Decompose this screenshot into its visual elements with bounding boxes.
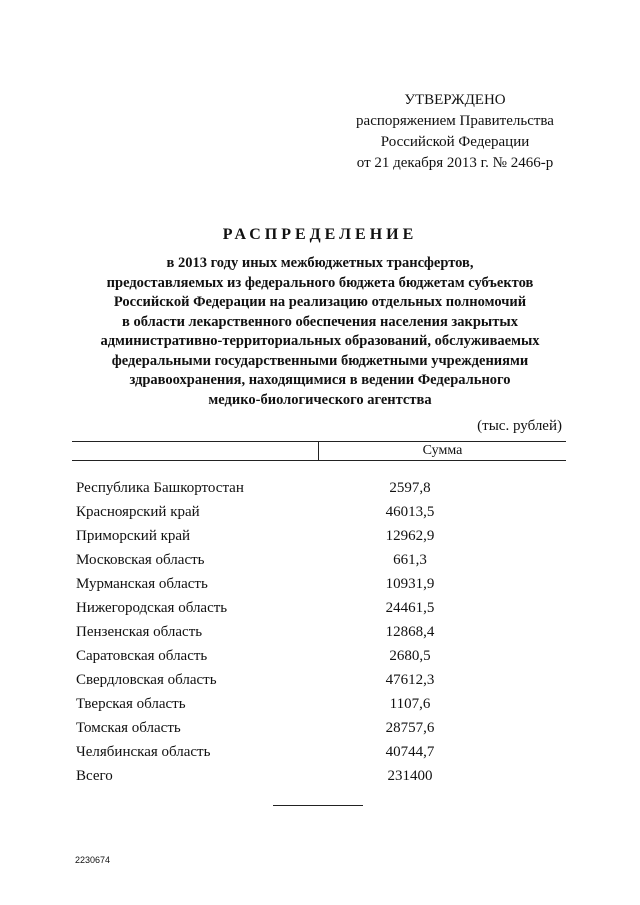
subtitle-line: медико-биологического агентства	[208, 391, 432, 408]
document-subtitle	[70, 254, 570, 410]
table-row	[76, 596, 516, 620]
region-name: Челябинская область	[76, 744, 211, 760]
table-row	[76, 644, 516, 668]
subtitle-line: здравоохранения, находящимися в ведении Федерального	[129, 372, 511, 388]
allocation-table	[76, 476, 516, 788]
amount-value: 46013,5	[385, 504, 435, 520]
document-title: РАСПРЕДЕЛЕНИЕ	[222, 226, 418, 243]
amount-value: 2597,8	[389, 480, 431, 496]
subtitle-line: административно-территориальных образований, обслуживаемых	[100, 333, 540, 349]
table-row	[76, 476, 516, 500]
approval-block	[330, 90, 580, 174]
subtitle-line: в 2013 году иных межбюджетных трансфертов,	[166, 255, 474, 271]
subtitle-line: в области лекарственного обеспечения населения закрытых	[122, 313, 518, 330]
table-row	[76, 740, 516, 764]
amount-value: 1107,6	[389, 696, 431, 712]
units-label: (тыс. рублей)	[477, 418, 562, 434]
region-name: Красноярский край	[76, 504, 200, 520]
region-name: Республика Башкортостан	[76, 480, 244, 496]
subtitle-line: федеральными государственными бюджетными учреждениями	[111, 352, 529, 369]
table-row	[76, 500, 516, 524]
region-name: Свердловская область	[76, 672, 217, 688]
sum-column-header: Сумма	[422, 443, 463, 458]
amount-value: 10931,9	[385, 576, 435, 592]
amount-value: 40744,7	[385, 744, 435, 760]
approval-heading: УТВЕРЖДЕНО	[404, 92, 506, 108]
region-name: Тверская область	[76, 696, 186, 712]
subtitle-line: Российской Федерации на реализацию отдельных полномочий	[113, 294, 527, 310]
amount-value: 24461,5	[385, 600, 435, 616]
table-row	[76, 572, 516, 596]
table-row	[76, 524, 516, 548]
total-label: Всего	[76, 768, 113, 784]
table-row	[76, 668, 516, 692]
amount-value: 661,3	[393, 552, 427, 568]
end-divider	[273, 805, 363, 806]
table-row	[76, 716, 516, 740]
region-name: Саратовская область	[76, 648, 208, 664]
region-name: Мурманская область	[76, 576, 208, 592]
region-name: Нижегородская область	[76, 600, 228, 616]
approval-line-1: распоряжением Правительства	[356, 113, 554, 129]
total-row	[76, 764, 516, 788]
region-name: Томская область	[76, 720, 181, 736]
amount-value: 47612,3	[385, 672, 435, 688]
table-row	[76, 620, 516, 644]
amount-value: 12962,9	[385, 528, 435, 544]
table-header	[72, 441, 566, 461]
approval-line-2: Российской Федерации	[380, 134, 530, 150]
region-name: Пензенская область	[76, 624, 203, 640]
amount-value: 12868,4	[385, 624, 435, 640]
approval-line-3: от 21 декабря 2013 г. № 2466-р	[356, 155, 554, 171]
total-value: 231400	[387, 768, 433, 784]
table-row	[76, 692, 516, 716]
table-row	[76, 548, 516, 572]
amount-value: 2680,5	[389, 648, 431, 664]
subtitle-line: предоставляемых из федерального бюджета бюджетам субъектов	[106, 274, 534, 291]
amount-value: 28757,6	[385, 720, 435, 736]
region-name: Московская область	[76, 552, 205, 568]
document-id: 2230674	[75, 855, 111, 865]
region-name: Приморский край	[76, 528, 191, 544]
